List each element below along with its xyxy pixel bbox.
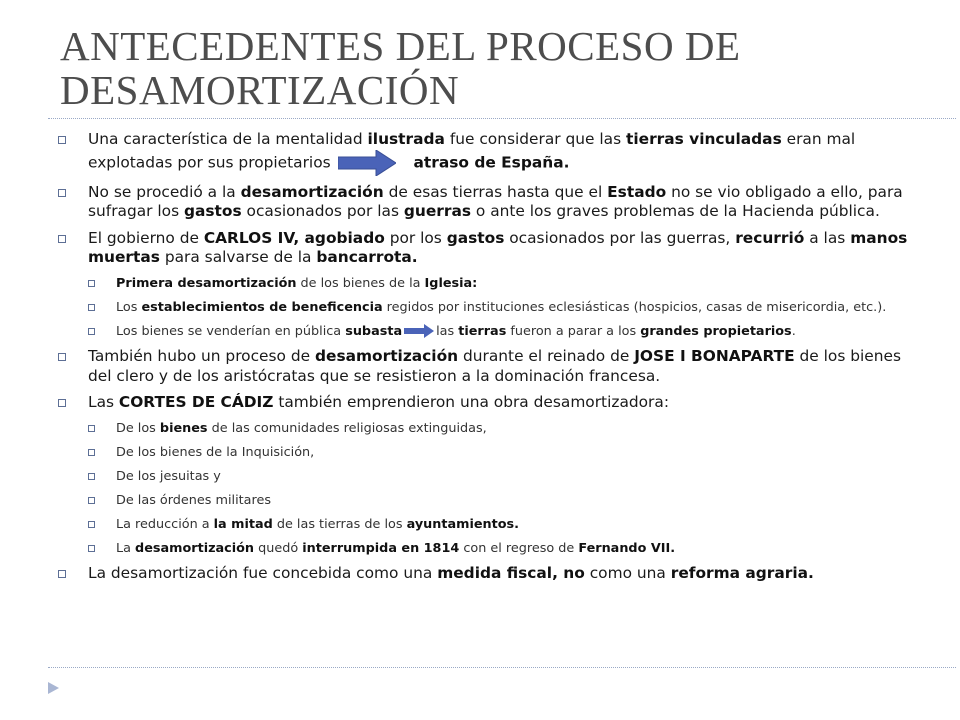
square-outline-bullet-icon	[58, 399, 66, 407]
bullet-text: ocasionados por las	[241, 202, 404, 221]
bullet-emphasis: tierras vinculadas	[626, 130, 782, 148]
bullet-text: La	[116, 540, 136, 556]
sub-bullet-5f	[58, 540, 924, 557]
bullet-emphasis: Iglesia:	[424, 275, 478, 291]
bullet-4	[58, 347, 924, 386]
bullet-5	[58, 393, 924, 413]
bullet-text: las	[436, 323, 459, 339]
bullet-text: quedó	[254, 540, 303, 556]
bullet-text: La reducción a	[116, 516, 214, 532]
bullet-emphasis: manos muertas	[88, 228, 908, 267]
bullet-text: de las tierras de los	[272, 516, 407, 532]
bullet-text: Los bienes se venderían en pública	[116, 323, 346, 339]
bullet-text: de las comunidades religiosas extinguidas,	[207, 420, 487, 436]
sub-bullet-5b	[58, 444, 924, 461]
square-outline-bullet-icon	[88, 497, 95, 504]
bullet-text: de los bienes del clero y de los aristócratas que se resistieron a la dominación francesa.	[88, 346, 901, 385]
bullet-text: también emprendieron una obra desamortizadora:	[273, 393, 670, 412]
bullet-emphasis: ilustrada	[367, 130, 445, 148]
sub-bullet-5e	[58, 516, 924, 533]
bullet-emphasis: la mitad	[213, 516, 273, 532]
sub-bullet-5d	[58, 492, 924, 509]
bullet-text: ocasionados por las guerras,	[504, 228, 736, 247]
bullet-emphasis: establecimientos de beneficencia	[141, 299, 383, 315]
bullet-emphasis: gastos	[446, 228, 505, 247]
square-outline-bullet-icon	[58, 189, 66, 197]
bullet-text: para salvarse de la	[159, 248, 317, 267]
bullet-emphasis: Fernando VII.	[578, 540, 676, 556]
bullet-emphasis: desamortización	[240, 182, 384, 201]
square-outline-bullet-icon	[58, 353, 66, 361]
bullet-text: con el regreso de	[459, 540, 579, 556]
bullet-emphasis: guerras	[403, 202, 471, 221]
bullet-text: o ante los graves problemas de la Hacienda pública.	[471, 202, 880, 221]
bullet-text: por los	[384, 228, 447, 247]
bullet-emphasis: atraso de España.	[413, 153, 570, 172]
right-arrow-icon	[338, 150, 396, 176]
bullet-text: La desamortización fue concebida como una	[88, 563, 438, 582]
bullet-emphasis: subasta	[345, 323, 403, 339]
bullet-emphasis: interrumpida en 1814	[302, 540, 460, 556]
square-outline-bullet-icon	[58, 235, 66, 243]
bullet-emphasis: bancarrota.	[316, 248, 418, 267]
bullet-text: Los	[116, 299, 142, 315]
bullet-text: eran mal explotadas por sus propietarios	[88, 130, 856, 172]
right-arrow-icon	[404, 324, 434, 338]
bullet-emphasis: CORTES DE CÁDIZ	[118, 393, 274, 412]
sub-bullet-5a	[58, 420, 924, 437]
bullet-text: Las	[88, 393, 119, 412]
bullet-text: no se vio obligado a ello, para sufragar los	[88, 182, 903, 221]
footer-divider	[48, 667, 956, 668]
bullet-text: como una	[584, 563, 671, 582]
bullet-text: de los bienes de la	[296, 275, 425, 291]
bullet-emphasis: desamortización	[135, 540, 255, 556]
bullet-emphasis: CARLOS IV, agobiado	[203, 228, 385, 247]
bullet-text: a las	[804, 228, 851, 247]
square-outline-bullet-icon	[58, 570, 66, 578]
bullet-emphasis: gastos	[183, 202, 242, 221]
title-divider	[48, 118, 956, 119]
square-outline-bullet-icon	[88, 328, 95, 335]
square-outline-bullet-icon	[88, 425, 95, 432]
bullet-emphasis: Primera desamortización	[116, 275, 297, 291]
bullet-text: fue considerar que las	[444, 130, 626, 148]
bullet-text: de esas tierras hasta que el	[383, 182, 608, 201]
slide-title	[60, 24, 920, 112]
bullet-6	[58, 564, 924, 584]
square-outline-bullet-icon	[88, 449, 95, 456]
bullet-list	[58, 130, 924, 590]
bullet-emphasis: Estado	[607, 182, 667, 201]
square-outline-bullet-icon	[88, 521, 95, 528]
bullet-text: .	[791, 323, 796, 339]
square-outline-bullet-icon	[88, 304, 95, 311]
square-outline-bullet-icon	[88, 280, 95, 287]
bullet-emphasis: tierras	[458, 323, 507, 339]
title-line-2: DESAMORTIZACIÓN	[60, 67, 460, 113]
bullet-text: También hubo un proceso de	[88, 346, 315, 365]
bullet-text: De los bienes de la Inquisición,	[116, 444, 315, 460]
square-outline-bullet-icon	[88, 473, 95, 480]
bullet-emphasis: bienes	[159, 420, 208, 436]
sub-bullet-3a	[58, 275, 924, 292]
bullet-text: De los	[116, 420, 160, 436]
bullet-text: De los jesuitas y	[116, 468, 221, 484]
bullet-text: El gobierno de	[88, 228, 204, 247]
sub-bullet-3b	[58, 299, 924, 316]
bullet-emphasis: JOSE I BONAPARTE	[634, 346, 795, 365]
bullet-text: regidos por instituciones eclesiásticas (hospicios, casas de misericordia, etc.).	[382, 299, 887, 315]
bullet-emphasis: reforma agraria.	[670, 563, 814, 582]
square-outline-bullet-icon	[88, 545, 95, 552]
triangle-right-icon[interactable]	[46, 680, 60, 699]
bullet-text: De las órdenes militares	[116, 492, 272, 508]
bullet-emphasis: desamortización	[315, 346, 459, 365]
square-outline-bullet-icon	[58, 136, 66, 144]
bullet-emphasis: recurrió	[735, 228, 805, 247]
title-line-1: ANTECEDENTES DEL PROCESO DE	[60, 23, 741, 69]
bullet-2	[58, 183, 924, 222]
bullet-text: No se procedió a la	[88, 182, 241, 201]
bullet-text: fueron a parar a los	[506, 323, 641, 339]
bullet-emphasis: ayuntamientos.	[406, 516, 520, 532]
sub-bullet-5c	[58, 468, 924, 485]
bullet-1	[58, 130, 924, 176]
bullet-emphasis: grandes propietarios	[640, 323, 792, 339]
sub-bullet-3c	[58, 323, 924, 340]
bullet-3	[58, 229, 924, 268]
bullet-emphasis: medida fiscal, no	[437, 563, 585, 582]
bullet-text: durante el reinado de	[458, 346, 635, 365]
bullet-text: Una característica de la mentalidad	[88, 130, 368, 148]
